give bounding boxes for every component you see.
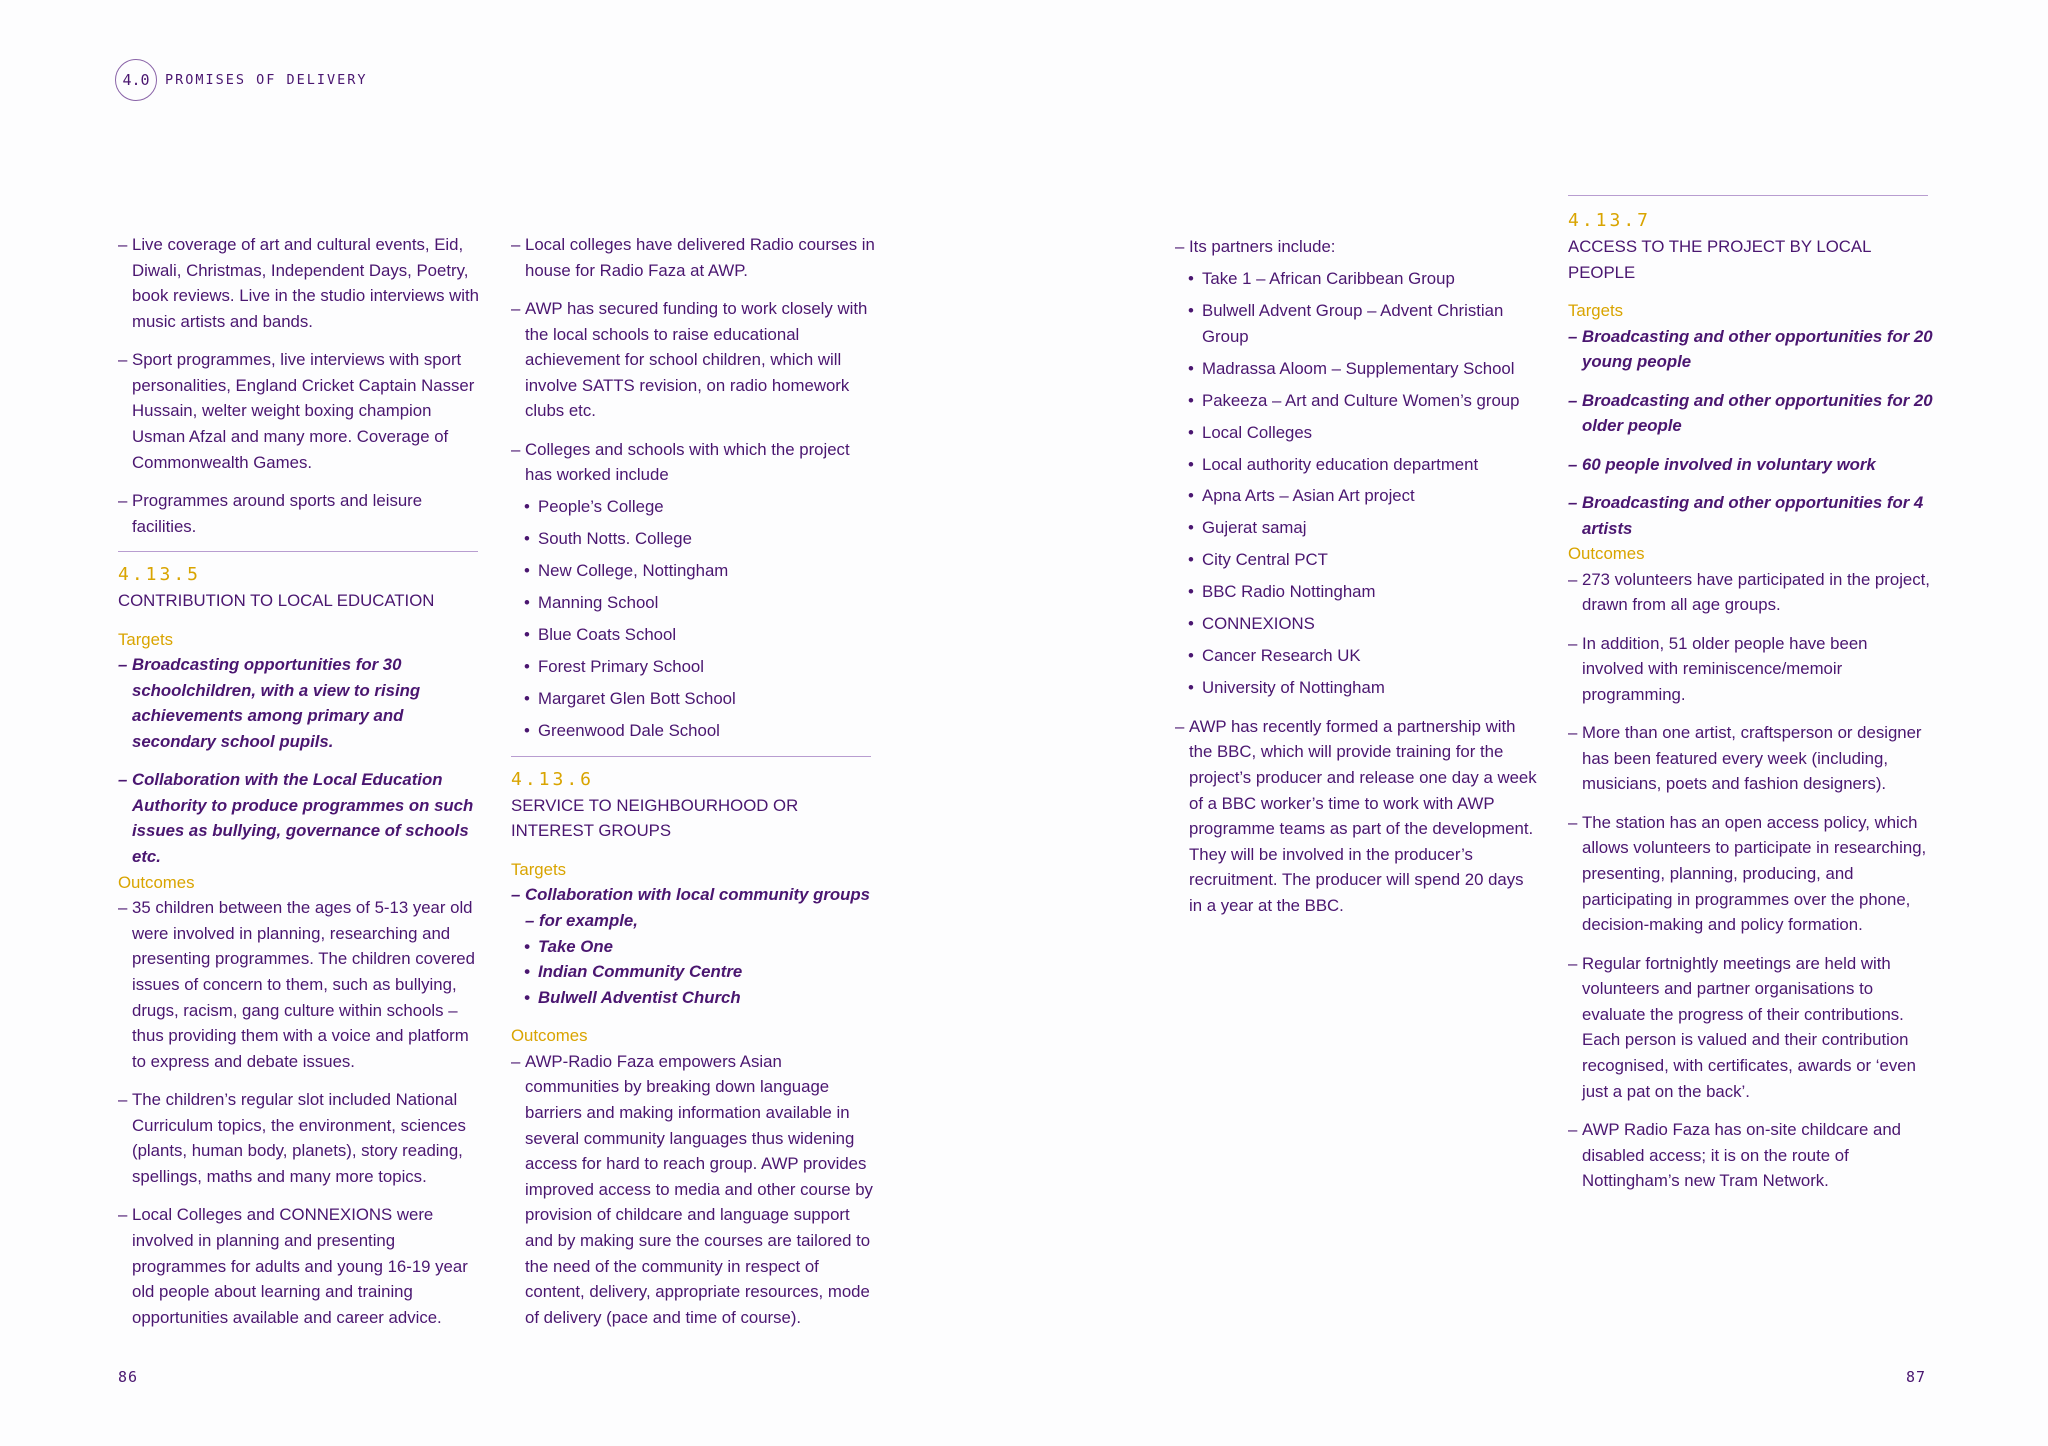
section-title: SERVICE TO NEIGHBOURHOOD OR INTEREST GROUPS xyxy=(511,795,799,841)
college-item: • New College, Nottingham xyxy=(524,561,729,581)
list-item: – Its partners include: xyxy=(1175,237,1336,256)
section-number: 4.13.5 xyxy=(118,564,202,586)
section-title: ACCESS TO THE PROJECT BY LOCAL PEOPLE xyxy=(1568,237,1871,282)
section-divider xyxy=(511,756,871,757)
outcome-item: – The children’s regular slot included National Curriculum topics, the environment, sciences (plants, human body, planets), story reading, spellings, maths and many more topics. xyxy=(118,1090,466,1186)
outcome-item: – AWP Radio Faza has on-site childcare and disabled access; it is on the route of Nottingham’s new Tram Network. xyxy=(1568,1119,1902,1191)
section-divider xyxy=(118,551,478,552)
section-title: CONTRIBUTION TO LOCAL EDUCATION xyxy=(118,591,435,611)
list-item: – Live coverage of art and cultural events, Eid, Diwali, Christmas, Independent Days, Poetry, book reviews. Live in the studio interviews with music artists and bands. xyxy=(118,235,479,331)
outcomes-heading: Outcomes xyxy=(511,1026,588,1046)
list-item: – Sport programmes, live interviews with sport personalities, England Cricket Captain Nasser Hussain, welter weight boxing champion Usman Afzal and many more. Coverage of Commonwealth Games. xyxy=(118,350,475,472)
right-page-column-2 xyxy=(1568,192,1933,1207)
chapter-title: PROMISES OF DELIVERY xyxy=(165,72,368,88)
page-number-left: 86 xyxy=(118,1368,139,1386)
college-item: • Margaret Glen Bott School xyxy=(524,689,736,709)
target-bullet: • Indian Community Centre xyxy=(524,962,743,982)
target-item: – Broadcasting and other opportunities for 4 artists xyxy=(1568,492,1924,538)
target-item: – 60 people involved in voluntary work xyxy=(1568,454,1876,474)
list-item: – AWP has recently formed a partnership with the BBC, which will provide training for the project’s producer and release one day a week of a BBC worker’s time to work with AWP programme teams as part of the development. They will be involved in the producer’s recruitment. The producer will spend 20 days in a year at the BBC. xyxy=(1175,716,1537,915)
list-item: – AWP has secured funding to work closely with the local schools to raise educational achievement for school children, which will involve SATTS revision, on radio homework clubs etc. xyxy=(511,298,868,421)
college-item: • Manning School xyxy=(524,593,659,613)
partner-item: • University of Nottingham xyxy=(1188,678,1385,698)
chapter-header xyxy=(115,59,368,101)
section-number: 4.13.7 xyxy=(1568,210,1652,231)
partner-item: • CONNEXIONS xyxy=(1188,614,1315,634)
outcome-item: – The station has an open access policy, which allows volunteers to participate in researching, presenting, planning, producing, and participating in programmes over the phone, decision-making and policy formation. xyxy=(1568,812,1927,935)
page-number-right: 87 xyxy=(1906,1368,1927,1386)
outcome-item: – AWP-Radio Faza empowers Asian communities by breaking down language barriers and making information available in several community languages thus widening access for hard to reach group. AWP provides improved access to media and other course by provision of childcare and language support and by making sure the courses are tailored to the need of the community in respect of content, delivery, appropriate resources, mode of delivery (pace and time of course). xyxy=(511,1051,873,1327)
outcome-item: – Regular fortnightly meetings are held with volunteers and partner organisations to evaluate the progress of their contributions. Each person is valued and their contribution recognised, with certificates, awards or ‘even just a pat on the back’. xyxy=(1568,953,1916,1101)
list-item: – Programmes around sports and leisure facilities. xyxy=(118,490,423,536)
target-item: – Broadcasting and other opportunities for 20 older people xyxy=(1568,390,1933,436)
section-divider xyxy=(1568,195,1928,196)
outcome-item: – 273 volunteers have participated in the project, drawn from all age groups. xyxy=(1568,569,1930,615)
outcome-item: – 35 children between the ages of 5-13 year old were involved in planning, researching and presenting programmes. The children covered issues of concern to them, such as bullying, drugs, racism, gang culture within schools – thus providing them with a voice and platform to express and debate issues. xyxy=(118,898,475,1071)
target-bullet: • Take One xyxy=(524,936,613,956)
partner-item: • Local authority education department xyxy=(1188,454,1479,474)
partner-item: • Bulwell Advent Group – Advent Christian Group xyxy=(1188,300,1504,346)
outcome-item: – More than one artist, craftsperson or designer has been featured every week (including, musicians, poets and fashion designers). xyxy=(1568,723,1922,794)
outcomes-heading: Outcomes xyxy=(118,872,195,892)
partner-item: • Apna Arts – Asian Art project xyxy=(1188,486,1415,506)
left-page-column-1 xyxy=(118,232,483,1343)
targets-heading: Targets xyxy=(1568,300,1624,320)
partner-item: • Gujerat samaj xyxy=(1188,518,1307,538)
target-bullet: • Bulwell Adventist Church xyxy=(524,987,741,1007)
partner-item: • Take 1 – African Caribbean Group xyxy=(1188,268,1455,288)
college-item: • Forest Primary School xyxy=(524,657,704,677)
college-item: • South Notts. College xyxy=(524,529,692,549)
left-page-column-2 xyxy=(511,232,876,1343)
target-item: – Broadcasting opportunities for 30 schoolchildren, with a view to rising achievements among primary and secondary school pupils. xyxy=(118,655,421,751)
list-item: – Colleges and schools with which the project has worked include xyxy=(511,439,850,485)
partner-item: • Cancer Research UK xyxy=(1188,646,1361,666)
college-item: • Blue Coats School xyxy=(524,625,677,645)
section-number: 4.13.6 xyxy=(511,768,595,790)
list-item: – Local colleges have delivered Radio courses in house for Radio Faza at AWP. xyxy=(511,235,875,280)
partner-item: • BBC Radio Nottingham xyxy=(1188,582,1376,602)
targets-heading: Targets xyxy=(118,629,174,649)
partner-item: • City Central PCT xyxy=(1188,550,1328,570)
outcome-item: – In addition, 51 older people have been involved with reminiscence/memoir programming. xyxy=(1568,633,1868,704)
partner-item: • Local Colleges xyxy=(1188,422,1313,442)
outcome-item: – Local Colleges and CONNEXIONS were involved in planning and presenting programmes for adults and young 16-19 year old people about learning and training opportunities available and career advice. xyxy=(118,1205,468,1327)
outcomes-heading: Outcomes xyxy=(1568,544,1645,564)
target-item: – Collaboration with the Local Education Authority to produce programmes on such issues as bullying, governance of schools etc. xyxy=(118,770,474,867)
targets-heading: Targets xyxy=(511,859,567,879)
partner-item: • Pakeeza – Art and Culture Women’s group xyxy=(1188,390,1520,410)
chapter-number-badge: 4.0 xyxy=(115,59,157,101)
partner-item: • Madrassa Aloom – Supplementary School xyxy=(1188,358,1515,378)
college-item: • People’s College xyxy=(524,497,664,517)
target-item: – Collaboration with local community groups – for example, xyxy=(511,885,870,930)
target-item: – Broadcasting and other opportunities for 20 young people xyxy=(1568,326,1933,372)
college-item: • Greenwood Dale School xyxy=(524,721,720,741)
right-page-column-1 xyxy=(1175,234,1540,931)
